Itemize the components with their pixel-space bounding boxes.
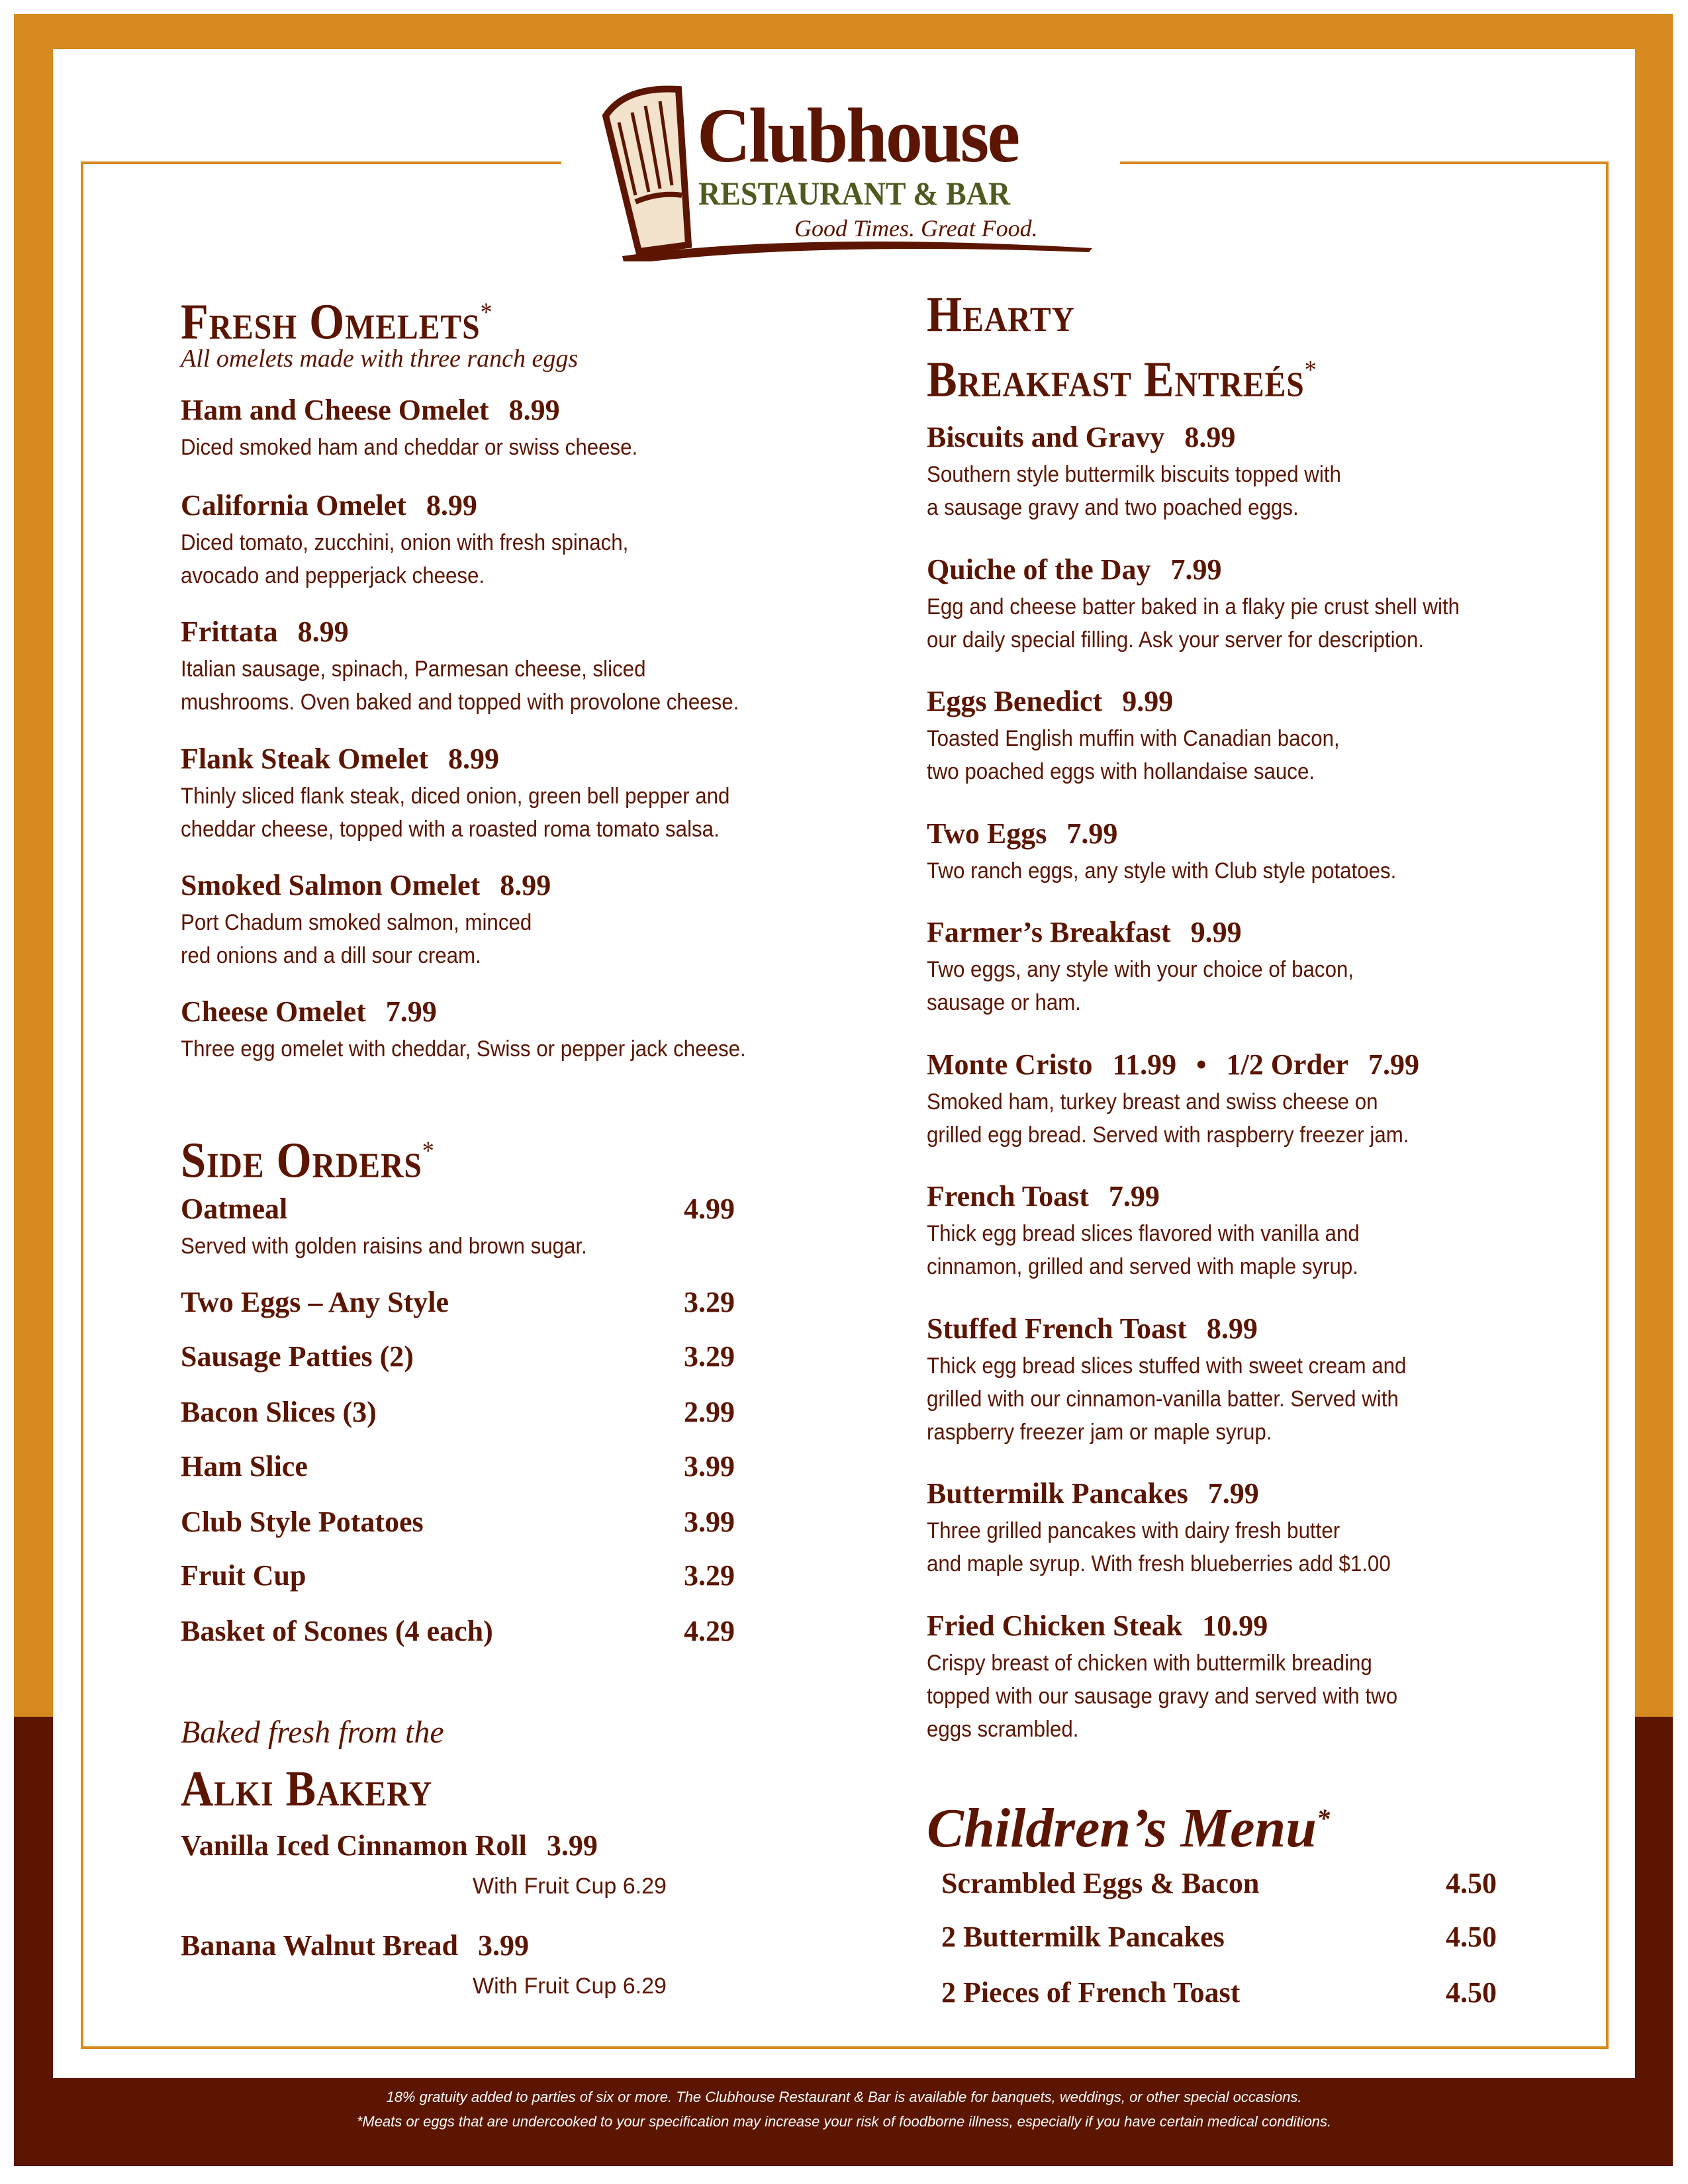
item-price: 3.29 [684, 1340, 735, 1373]
item-name: Ham and Cheese Omelet [181, 394, 489, 426]
border-line [1606, 161, 1609, 2049]
item-price: 3.99 [477, 1929, 529, 1962]
item-price: 4.50 [1446, 1976, 1497, 2009]
item-desc: Crispy breast of chicken with buttermilk breading topped with our sausage gravy and served with two eggs scrambled. [927, 1651, 1398, 1742]
item-name: 2 Pieces of French Toast [941, 1976, 1241, 2009]
item-price: 7.99 [1108, 1180, 1160, 1212]
item-price: 11.99 [1112, 1048, 1177, 1081]
item-desc: Three egg omelet with cheddar, Swiss or pepper jack cheese. [181, 1036, 746, 1062]
item-desc: Diced tomato, zucchini, onion with fresh spinach, avocado and pepperjack cheese. [181, 530, 629, 588]
item-price: 8.99 [500, 869, 551, 901]
border-line [81, 2046, 1609, 2049]
item-desc: Port Chadum smoked salmon, minced red onions and a dill sour cream. [181, 910, 532, 968]
item-price: 7.99 [1066, 817, 1118, 850]
item-price: 7.99 [385, 995, 437, 1028]
asterisk: * [1316, 1803, 1330, 1833]
item-name: Bacon Slices (3) [181, 1396, 377, 1428]
item-extra: With Fruit Cup 6.29 [473, 1974, 667, 1999]
asterisk: * [422, 1136, 435, 1165]
item-price: 7.99 [1170, 553, 1222, 586]
item-name: Flank Steak Omelet [181, 743, 428, 775]
item-price: 7.99 [1207, 1477, 1259, 1510]
item-desc: Thinly sliced flank steak, diced onion, green bell pepper and cheddar cheese, topped with a roasted roma tomato salsa. [181, 784, 730, 842]
item-name: Farmer’s Breakfast [927, 916, 1171, 948]
item-price: 3.29 [684, 1286, 735, 1318]
item-price: 8.99 [508, 394, 560, 426]
item-name: Scrambled Eggs & Bacon [941, 1867, 1260, 1899]
item-price: 9.99 [1122, 685, 1174, 717]
logo-tagline: Good Times. Great Food. [794, 215, 1038, 242]
item-name: Smoked Salmon Omelet [181, 869, 481, 901]
item-name: Vanilla Iced Cinnamon Roll [181, 1829, 527, 1862]
item-price: 3.29 [684, 1559, 735, 1592]
border-line [81, 161, 83, 2049]
half-order-price: 7.99 [1368, 1048, 1419, 1081]
item-name: Buttermilk Pancakes [927, 1477, 1188, 1510]
item-name: Ham Slice [181, 1450, 308, 1482]
item-name: Quiche of the Day [927, 553, 1151, 586]
heading-text: Side Orders [181, 1132, 422, 1189]
item-name: 2 Buttermilk Pancakes [941, 1921, 1225, 1953]
item-desc: Southern style buttermilk biscuits topped with a sausage gravy and two poached eggs. [927, 462, 1341, 520]
item-name: Fruit Cup [181, 1559, 306, 1592]
item-name: Club Style Potatoes [181, 1506, 424, 1538]
section-heading-entrees-line1: Hearty [927, 287, 1075, 342]
item-price: 3.99 [684, 1506, 735, 1538]
heading-text: Fresh Omelets [181, 294, 481, 350]
item-price: 3.99 [684, 1450, 735, 1482]
item-name: California Omelet [181, 489, 406, 522]
heading-text: Breakfast Entreés [927, 351, 1305, 408]
item-name: Biscuits and Gravy [927, 421, 1165, 453]
item-name: Banana Walnut Bread [181, 1929, 458, 1962]
item-desc: Served with golden raisins and brown sugar. [181, 1234, 587, 1259]
item-desc: Thick egg bread slices stuffed with sweet cream and grilled with our cinnamon-vanilla batter. Served with raspberry freezer jam or maple syrup. [927, 1353, 1407, 1445]
item-name: Basket of Scones (4 each) [181, 1615, 493, 1647]
footer-gratuity-note: 18% gratuity added to parties of six or more. The Clubhouse Restaurant & Bar is available for banquets, weddings, or other special occasions. [386, 2089, 1302, 2105]
item-price: 3.99 [546, 1829, 598, 1862]
asterisk: * [1304, 355, 1317, 385]
item-desc: Three grilled pancakes with dairy fresh butter and maple syrup. With fresh blueberries add $1.00 [927, 1518, 1391, 1576]
footer-health-warning: *Meats or eggs that are undercooked to your specification may increase your risk of foodborne illness, especially if you have certain medical conditions. [356, 2113, 1332, 2130]
item-price: 8.99 [297, 615, 349, 648]
item-extra: With Fruit Cup 6.29 [473, 1874, 667, 1899]
separator-dot: • [1196, 1048, 1207, 1081]
section-subtitle: All omelets made with three ranch eggs [181, 345, 579, 373]
item-price: 10.99 [1202, 1610, 1268, 1642]
item-price: 4.99 [684, 1193, 735, 1225]
item-price: 8.99 [447, 743, 499, 775]
item-name: Oatmeal [181, 1193, 288, 1225]
item-name: Stuffed French Toast [927, 1312, 1187, 1345]
border-line [1120, 161, 1609, 164]
item-name: Monte Cristo [927, 1048, 1093, 1081]
item-price: 9.99 [1190, 916, 1242, 948]
item-desc: Egg and cheese batter baked in a flaky pie crust shell with our daily special filling. Ask your server for description. [927, 594, 1460, 653]
asterisk: * [480, 297, 493, 327]
item-name: Cheese Omelet [181, 995, 366, 1028]
half-order-label: 1/2 Order [1226, 1048, 1348, 1081]
item-name: Two Eggs – Any Style [181, 1286, 449, 1318]
heading-text: Children’s Menu [927, 1797, 1317, 1859]
item-desc: Toasted English muffin with Canadian bacon, two poached eggs with hollandaise sauce. [927, 726, 1340, 784]
item-price: 8.99 [426, 489, 477, 522]
logo-name: Clubhouse [697, 92, 1019, 179]
item-name: Frittata [181, 615, 278, 648]
item-name: Two Eggs [927, 817, 1047, 850]
item-desc: Italian sausage, spinach, Parmesan cheese, sliced mushrooms. Oven baked and topped with provolone cheese. [181, 657, 739, 715]
item-price: 8.99 [1184, 421, 1236, 453]
item-price: 8.99 [1206, 1312, 1258, 1345]
item-desc: Smoked ham, turkey breast and swiss cheese on grilled egg bread. Served with raspberry freezer jam. [927, 1089, 1409, 1148]
bakery-intro: Baked fresh from the [181, 1715, 444, 1750]
item-desc: Two eggs, any style with your choice of bacon, sausage or ham. [927, 957, 1354, 1015]
item-price: 4.29 [684, 1615, 735, 1647]
item-price: 2.99 [684, 1396, 735, 1428]
item-name: Fried Chicken Steak [927, 1610, 1183, 1642]
item-name: Eggs Benedict [927, 685, 1103, 717]
item-name: French Toast [927, 1180, 1089, 1212]
item-price: 4.50 [1446, 1867, 1497, 1899]
item-desc: Diced smoked ham and cheddar or swiss cheese. [181, 435, 638, 460]
item-price: 4.50 [1446, 1921, 1497, 1953]
item-desc: Two ranch eggs, any style with Club style potatoes. [927, 858, 1397, 884]
section-heading-bakery: Alki Bakery [181, 1761, 433, 1817]
logo-subtitle: RESTAURANT & BAR [698, 175, 1011, 212]
item-desc: Thick egg bread slices flavored with vanilla and cinnamon, grilled and served with maple syrup. [927, 1221, 1360, 1279]
border-line [81, 161, 561, 164]
item-name: Sausage Patties (2) [181, 1340, 414, 1373]
